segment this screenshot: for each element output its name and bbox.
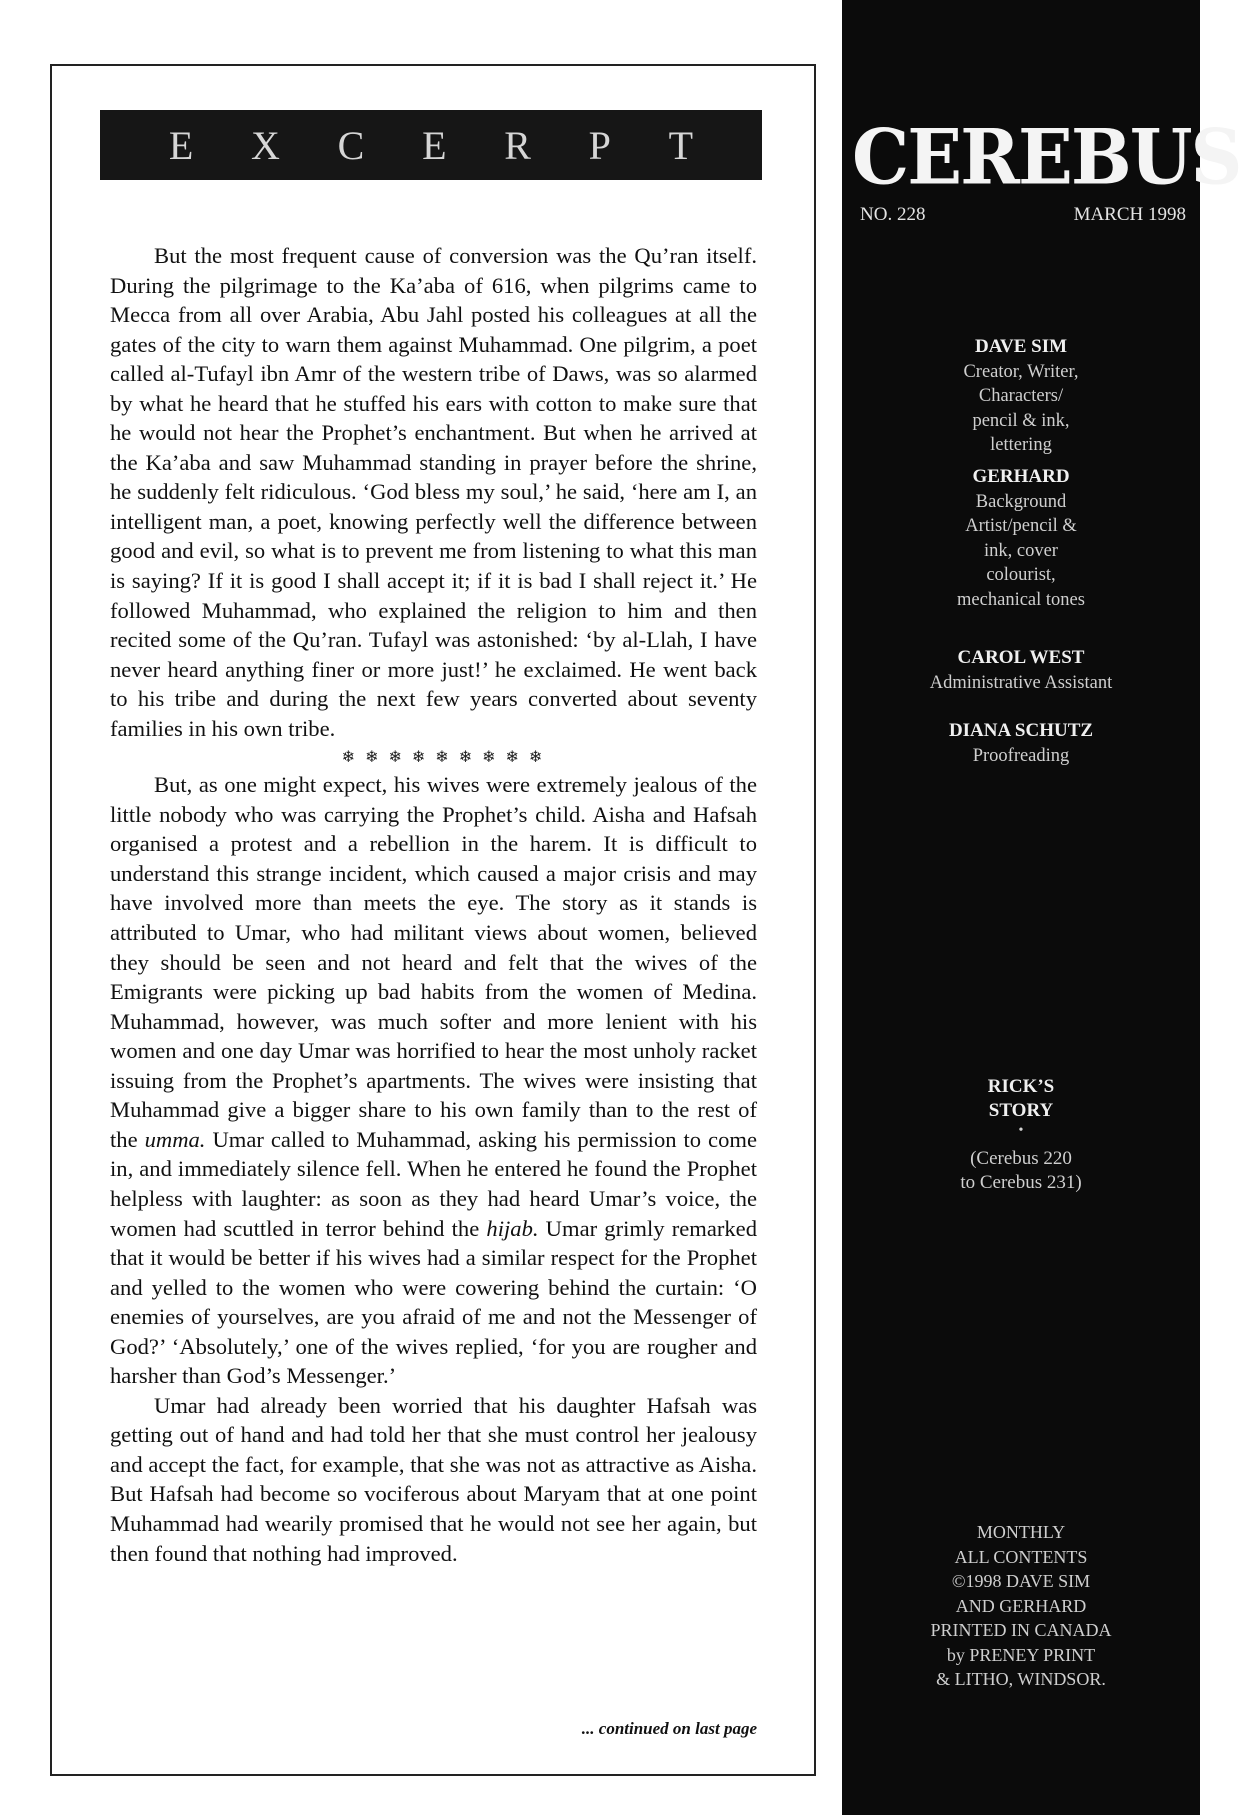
banner-letter: E <box>168 122 194 168</box>
banner-letter: T <box>668 122 694 168</box>
credit-name: DAVE SIM <box>974 336 1068 357</box>
continued-note: ... continued on last page <box>581 1719 757 1738</box>
italic-term: hijab. <box>486 1215 539 1241</box>
credit-role: Characters/ <box>978 386 1064 406</box>
credit-role: lettering <box>990 435 1052 455</box>
credit-role: pencil & ink, <box>972 410 1070 431</box>
paragraph-text: Umar called to Muhammad, asking his permission to come in, and immediately silence fell. When he entered he found the Prophet helpless with laughter: as soon as they had heard Umar’s voice, the women had scuttled in terror behind the <box>110 1126 757 1241</box>
footer-line: PRINTED IN CANADA <box>930 1620 1112 1640</box>
credit-gerhard <box>842 465 1200 612</box>
credit-carol-west <box>842 646 1200 695</box>
credit-role: Proofreading <box>972 745 1070 766</box>
sidebar <box>842 0 1241 1815</box>
credit-role: Creator, Writer, <box>963 361 1079 382</box>
publication-footer <box>842 1520 1200 1692</box>
banner-letter: X <box>251 122 280 168</box>
credit-role: Background <box>975 491 1067 512</box>
paragraph-text: But, as one might expect, his wives were extremely jealous of the little nobody who was carrying the Prophet’s child. Aisha and Hafsah organised a protest and a rebellion in the harem. It is difficult to understand this strange incident, which caused a major crisis and may have involved more than meets the eye. The story as it stands is attributed to Umar, who had militant views about women, believed they should be seen and not heard and felt that the wives of the Emigrants were picking up bad habits from the women of Medina. Muhammad, however, was much softer and more lenient with his women and one day Umar was horrified to hear the most unholy racket issuing from the Prophet’s apartments. The wives were insisting that Muhammad give a bigger share to his own family than to the rest of the <box>110 772 757 1152</box>
credit-role: colourist, <box>986 565 1056 585</box>
article-paragraph-1: But the most frequent cause of conversion was the Qu’ran itself. During the pilgrimage to the Ka’aba of 616, when pilgrims came to Mecca from all over Arabia, Abu Jahl posted his colleagues at all the gates of the city to warn them against Muhammad. One pilgrim, a poet called al-Tufayl ibn Amr of the western tribe of Daws, was so alarmed by what he heard that he stuffed his ears with cotton to make sure that he would not hear the Prophet’s enchantment. But when he arrived at the Ka’aba and saw Muhammad standing in prayer before the shrine, he suddenly felt ridiculous. ‘God bless my soul,’ he said, ‘here am I, an intelligent man, a poet, knowing perfectly well the difference between good and evil, so what is to prevent me from listening to what this man is saying? If it is good I shall accept it; if it is bad I shall reject it.’ He followed Muhammad, who explained the religion to him and then recited some of the Qu’ran. Tufayl was astonished: ‘by al-Llah, I have never heard anything finer or more just!’ he exclaimed. He went back to his tribe and during the next few years converted about seventy families in his own tribe. <box>110 243 757 741</box>
article-body <box>110 241 757 1568</box>
italic-term: umma. <box>144 1126 206 1152</box>
story-title: STORY <box>988 1100 1054 1121</box>
cerebus-logo: CEREBUS <box>852 111 1241 202</box>
footer-line: AND GERHARD <box>955 1595 1087 1616</box>
credit-name: GERHARD <box>972 466 1070 487</box>
issue-number: NO. 228 <box>860 204 926 225</box>
banner-letter: R <box>504 122 531 168</box>
banner-letter: P <box>588 122 611 168</box>
story-arc-block <box>842 1075 1200 1195</box>
story-title: RICK’S <box>987 1076 1055 1097</box>
section-separator: ❄ ❄ ❄ ❄ ❄ ❄ ❄ ❄ ❄ <box>341 749 546 767</box>
credit-diana-schutz <box>842 719 1200 768</box>
footer-line: ©1998 DAVE SIM <box>951 1571 1091 1591</box>
footer-line: MONTHLY <box>976 1522 1066 1542</box>
excerpt-banner <box>100 110 762 180</box>
story-range: to Cerebus 231) <box>960 1172 1082 1193</box>
credit-role: Artist/pencil & <box>965 516 1077 536</box>
story-range: (Cerebus 220 <box>970 1148 1072 1169</box>
credit-role: ink, cover <box>984 540 1058 561</box>
bullet-icon: • <box>1018 1123 1024 1138</box>
issue-date: MARCH 1998 <box>1073 204 1186 225</box>
footer-line: & LITHO, WINDSOR. <box>936 1669 1106 1689</box>
credit-dave-sim <box>842 335 1200 458</box>
banner-letter: C <box>337 122 365 168</box>
article-paragraph-2 <box>110 770 757 1390</box>
paragraph-text: Umar grimly remarked that it would be better if his wives had a similar respect for the Prophet and yelled to the women who were cowering behind the curtain: ‘O enemies of yourselves, are you afraid of me and not the Messenger of God?’ ‘Absolutely,’ one of the wives replied, ‘for you are rougher and harsher than God’s Messenger.’ <box>110 1215 758 1389</box>
article-paragraph-3: Umar had already been worried that his daughter Hafsah was getting out of hand and had told her that she must control her jealousy and accept the fact, for example, that she was not as attractive as Aisha. But Hafsah had become so vociferous about Maryam that at one point Muhammad had wearily promised that he would not see her again, but then found that nothing had improved. <box>110 1392 757 1566</box>
credit-role: mechanical tones <box>957 589 1085 610</box>
footer-line: ALL CONTENTS <box>954 1546 1088 1567</box>
credit-role: Administrative Assistant <box>929 672 1113 693</box>
footer-line: by PRENEY PRINT <box>946 1644 1096 1665</box>
credit-name: DIANA SCHUTZ <box>948 720 1094 741</box>
banner-letter: E <box>422 122 447 168</box>
credit-name: CAROL WEST <box>957 647 1085 668</box>
